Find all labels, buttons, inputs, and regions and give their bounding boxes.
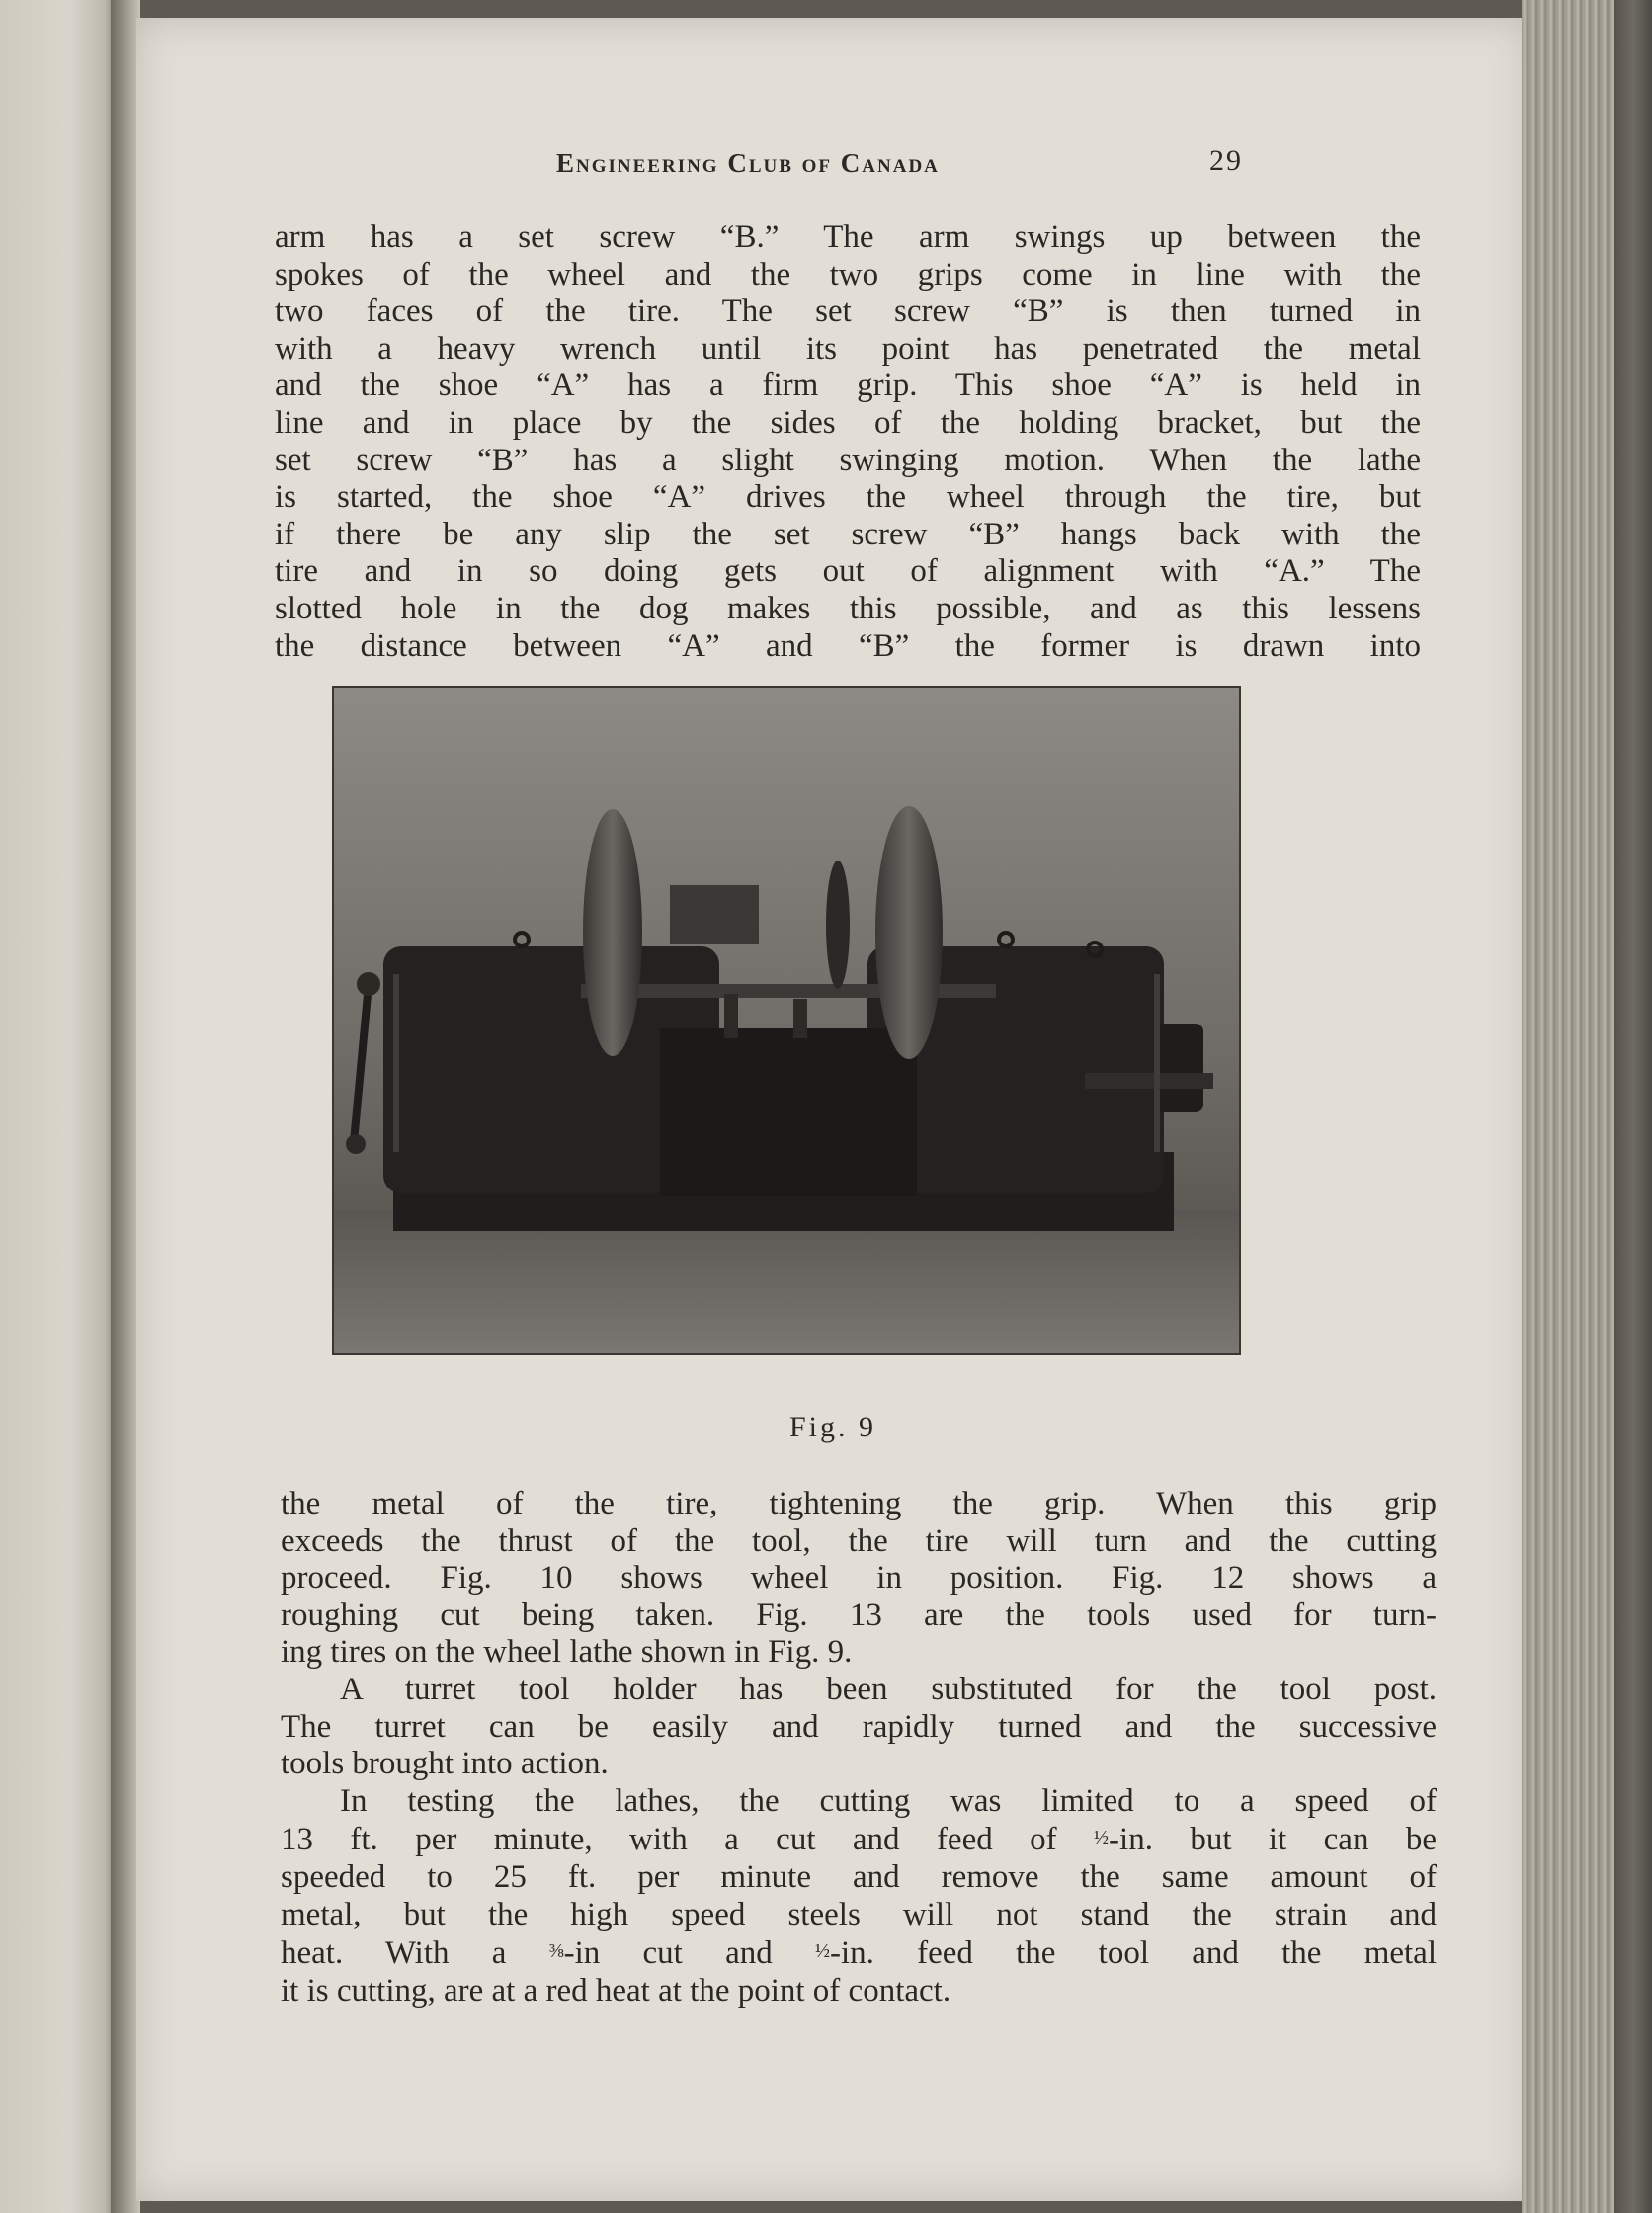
running-title: Engineering Club of Canada [556, 148, 940, 178]
figure-caption: Fig. 9 [788, 1411, 877, 1443]
text-line: The turret can be easily and rapidly turned and the successive [281, 1708, 1437, 1745]
text-line: speeded to 25 ft. per minute and remove the same amount of [281, 1858, 1437, 1895]
text-line: ing tires on the wheel lathe shown in Fig. 9. [281, 1634, 853, 1671]
text-line: the metal of the tire, tightening the grip. When this grip [281, 1486, 1437, 1521]
text-line: if there be any slip the set screw “B” hangs back with the [275, 516, 1421, 552]
text-line: is started, the shoe “A” drives the wheel through the tire, but [275, 479, 1421, 516]
text-line: tire and in so doing gets out of alignment with “A.” The [275, 553, 1421, 590]
text-line [281, 1820, 1437, 1859]
paragraph-bottom [281, 1486, 1437, 2009]
text-line [281, 1933, 1437, 1973]
text-line: line and in place by the sides of the holding bracket, but the [275, 404, 1421, 441]
text-segment: heat. With a [281, 1935, 549, 1972]
text-line: and the shoe “A” has a firm grip. This shoe “A” is held in [275, 368, 1421, 404]
text-line: slotted hole in the dog makes this possible, and as this lessens [275, 590, 1421, 626]
wheel-lathe-illustration [334, 688, 1239, 1353]
page-edges [1522, 0, 1652, 2213]
text-segment: 13 ft. per minute, with a cut and feed of [281, 1822, 1095, 1858]
facing-page-edge [0, 0, 117, 2213]
figure-wheel-lathe-photo [332, 686, 1241, 1355]
text-line: with a heavy wrench until its point has penetrated the metal [275, 330, 1421, 367]
running-head [136, 144, 1529, 184]
text-line: the distance between “A” and “B” the former is drawn into [275, 627, 1421, 664]
book-page [136, 18, 1529, 2201]
text-line: two faces of the tire. The set screw “B” is then turned in [275, 293, 1421, 330]
page-number: 29 [1209, 144, 1243, 177]
text-segment: -in. feed the tool and the metal [829, 1935, 1437, 1972]
text-line: roughing cut being taken. Fig. 13 are the tools used for turn- [281, 1597, 1437, 1633]
text-segment: -in. but it can be [1109, 1822, 1437, 1858]
text-line: exceeds the thrust of the tool, the tire will turn and the cutting [281, 1522, 1437, 1559]
book-cover-edge [1614, 0, 1652, 2213]
text-line: proceed. Fig. 10 shows wheel in position. Fig. 12 shows a [281, 1560, 1437, 1597]
text-line: spokes of the wheel and the two grips come in line with the [275, 256, 1421, 292]
text-line: it is cutting, are at a red heat at the point of contact. [281, 1972, 951, 2008]
text-line: A turret tool holder has been substituted for the tool post. [340, 1671, 1437, 1707]
fraction-three-eighths: ⅜ [548, 1940, 564, 1963]
text-line: tools brought into action. [281, 1746, 609, 1782]
text-line: In testing the lathes, the cutting was limited to a speed of [340, 1782, 1437, 1819]
text-line: set screw “B” has a slight swinging motion. When the lathe [275, 442, 1421, 478]
text-line: arm has a set screw “B.” The arm swings up between the [275, 219, 1421, 255]
fraction-half: ½ [1094, 1827, 1110, 1849]
fraction-half: ½ [814, 1940, 830, 1963]
text-segment: -in cut and [563, 1935, 815, 1972]
text-line: metal, but the high speed steels will not stand the strain and [281, 1896, 1437, 1932]
paragraph-top [275, 219, 1421, 665]
